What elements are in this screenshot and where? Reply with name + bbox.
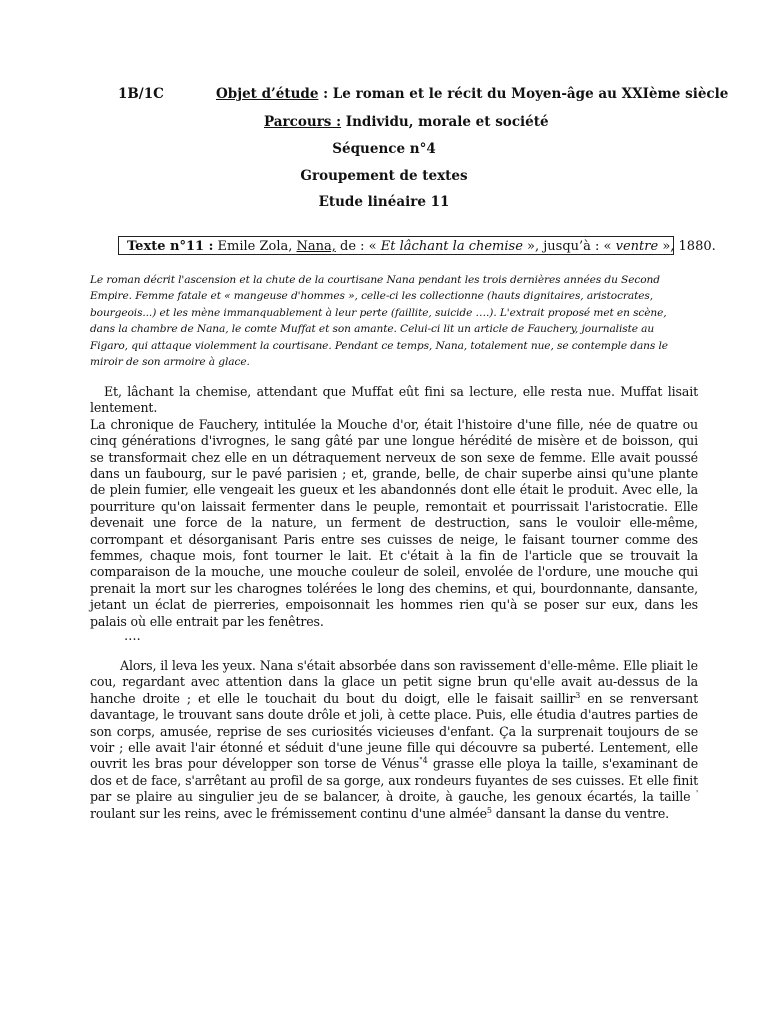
parcours-value: Individu, morale et société bbox=[341, 114, 549, 130]
etude-title: Etude linéaire 11 bbox=[318, 194, 450, 210]
paragraph-2-part-a: Alors, il leva les yeux. Nana s'était absorbée dans son ravissement d'elle-même. Elle pliait le cou, regardant avec attention dans la glace un petit signe brun qu'elle avait au-dessus de la hanche droite ; et elle le touchait du bout du doigt, elle le faisait saillir bbox=[90, 658, 698, 706]
paragraph-2 bbox=[90, 658, 698, 822]
introduction: Le roman décrit l'ascension et la chute de la courtisane Nana pendant les trois dernières années du Second Empire. Femme fatale et « mangeuse d'hommes », celle-ci les collectionne (hauts dignitaires, aristocrates, bourgeois...) et les mène immanquablement à leur perte (faillite, suicide ….). L'extrait proposé met en scène, dans la chambre de Nana, le comte Muffat et son amante. Celui-ci lit un article de Fauchery, journaliste au Figaro, qui attaque violemment la courtisane. Pendant ce temps, Nana, totalement nue, se contemple dans le miroir de son armoire à glace. bbox=[90, 274, 668, 369]
paragraph-2-part-e: dansant la danse du ventre. bbox=[491, 805, 670, 821]
objet-value: : Le roman et le récit du Moyen-âge au XXIème siècle bbox=[318, 86, 729, 102]
ellipsis: …. bbox=[124, 628, 141, 643]
paragraph-2-part-b: en se renversant davantage, le trouvant sans doute drôle et joli, à cette place. Puis, elle étudia d'autres parties de son corps, amusée, reprise de ses curiosités vicieuses d'enfant. Ça la surprenait toujours de se voir ; elle avait l'air étonné et séduit d'une jeune fille qui découvre sa puberté. Lentement, elle ouvrit les bras pour développer son torse de Vénus bbox=[90, 690, 698, 772]
footnote-4: "4 bbox=[419, 756, 428, 766]
parcours bbox=[264, 114, 549, 130]
paragraph-2-part-d: roulant sur les reins, avec le frémissement continu d'une almée bbox=[90, 805, 487, 821]
paragraph-1-first-line: Et, lâchant la chemise, attendant que Muffat eût fini sa lecture, elle resta nue. Muffat lisait lentement. bbox=[90, 384, 698, 416]
text-author: Emile Zola, bbox=[213, 239, 297, 254]
parcours-label: Parcours : bbox=[264, 114, 342, 130]
text-start: Et lâchant la chemise bbox=[380, 239, 523, 254]
paragraph-1-body: La chronique de Fauchery, intitulée la Mouche d'or, était l'histoire d'une fille, née de quatre ou cinq générations d'ivrognes, le sang gâté par une longue hérédité de misère et de boisson, qui se transformait chez elle en un détraquement nerveux de son sexe de femme. Elle avait poussé dans un faubourg, sur le pavé parisien ; et, grande, belle, de chair superbe ainsi qu'une plante de plein fumier, elle vengeait les gueux et les abandonnés dont elle était le produit. Avec elle, la pourriture qu'on laissait fermenter dans le peuple, remontait et pourrissait l'aristocratie. Elle devenait une force de la nature, un ferment de destruction, sans le vouloir elle-même, corrompant et désorganisant Paris entre ses cuisses de neige, le faisant tourner comme des femmes, chaque mois, font tourner le lait. Et c'était à la fin de l'article que se trouvait la comparaison de la mouche, une mouche couleur de soleil, envolée de l'ordure, une mouche qui prenait la mort sur les charognes tolérées le long des chemins, et qui, bourdonnante, dansante, jetant un éclat de pierreries, empoisonnait les hommes rien qu'à se poser sur eux, dans les palais où elle entrait par les fenêtres. bbox=[90, 416, 698, 629]
text-to: », jusqu’à : « bbox=[522, 239, 616, 254]
paragraph-2-part-c: grasse elle ploya la taille, s'examinant de dos et de face, s'arrêtant au profil de sa gorge, aux rondeurs fuyantes de ses cuisses. Et elle finit par se plaire au singulier jeu de se balancer, à droite, à gauche, les genoux écartés, la taille bbox=[90, 756, 699, 805]
footnote-5: 5 bbox=[486, 805, 492, 815]
text-number: Texte n°11 : bbox=[127, 239, 214, 254]
text-end: ventre bbox=[615, 239, 659, 254]
text-from: de : « bbox=[335, 239, 381, 254]
class-label: 1B/1C bbox=[118, 86, 164, 102]
footnote-mark: ' bbox=[695, 789, 698, 799]
text-reference-box bbox=[118, 236, 716, 255]
objet-etude bbox=[216, 86, 728, 102]
text-work: Nana, bbox=[296, 239, 336, 254]
footnote-3: 3 bbox=[575, 690, 581, 700]
objet-label: Objet d’étude bbox=[216, 86, 319, 102]
groupement-title: Groupement de textes bbox=[300, 168, 468, 184]
sequence-title: Séquence n°4 bbox=[332, 141, 436, 157]
paragraph-1 bbox=[90, 384, 698, 630]
text-year: », 1880. bbox=[658, 239, 716, 254]
